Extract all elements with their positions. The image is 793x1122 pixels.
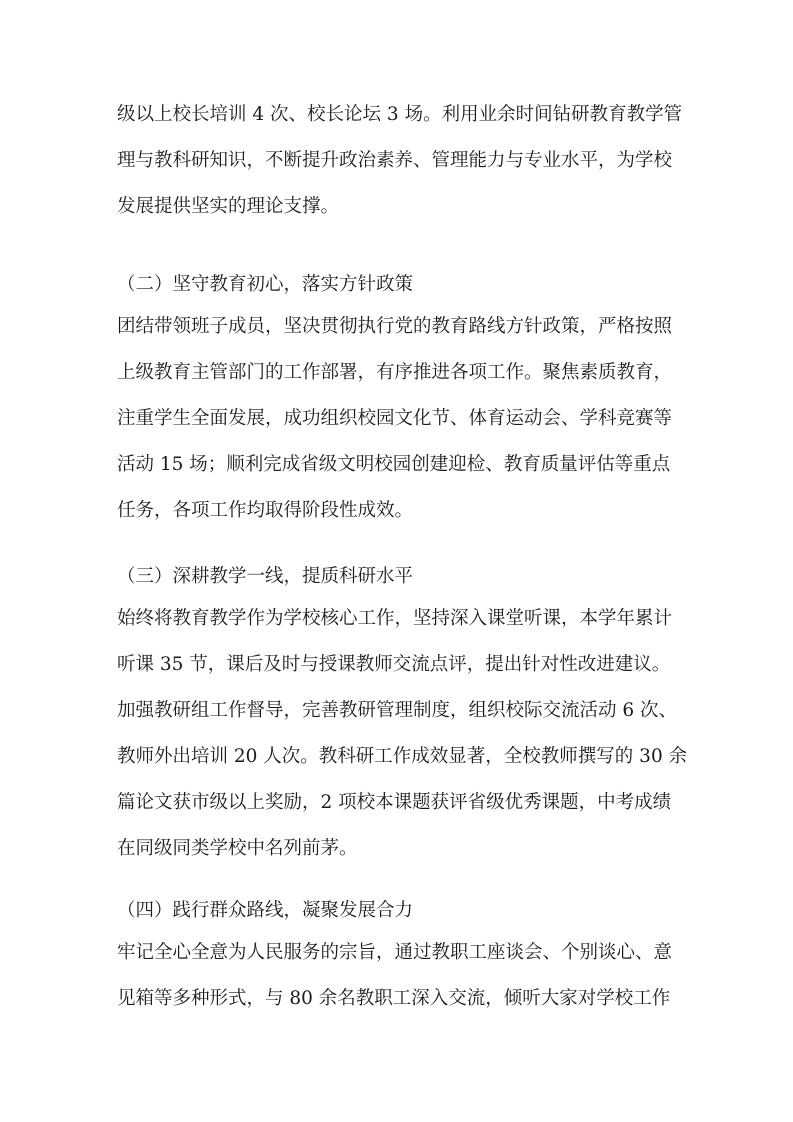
paragraph-line: 听课 35 节，课后及时与授课教师交流点评，提出针对性改进建议。 [117,654,671,675]
section-paragraph-2 [117,304,677,534]
paragraph-line: 级以上校长培训 4 次、校长论坛 3 场。利用业余时间钻研教育教学管 [117,104,683,125]
paragraph-line: 注重学生全面发展，成功组织校园文化节、体育运动会、学科竞赛等 [117,408,673,429]
paragraph-line: 上级教育主管部门的工作部署，有序推进各项工作。聚焦素质教育， [117,362,673,383]
section-heading-4: （四）践行群众路线，凝聚发展合力 [117,900,414,921]
paragraph-line: 发展提供坚实的理论支撑。 [117,196,340,217]
paragraph-line: 加强教研组工作督导，完善教研管理制度，组织校际交流活动 6 次、 [117,700,678,721]
section-paragraph-4 [117,930,677,1022]
paragraph-line: 始终将教育教学作为学校核心工作，坚持深入课堂听课，本学年累计 [117,608,673,629]
paragraph-line: 在同级同类学校中名列前茅。 [117,838,358,859]
intro-paragraph [117,92,683,230]
paragraph-line: 任务，各项工作均取得阶段性成效。 [117,500,414,521]
paragraph-line: 活动 15 场；顺利完成省级文明校园创建迎检、教育质量评估等重点 [117,454,671,475]
paragraph-line: 团结带领班子成员，坚决贯彻执行党的教育路线方针政策，严格按照 [117,316,673,337]
section-heading-3: （三）深耕教学一线，提质科研水平 [117,566,414,587]
paragraph-line: 教师外出培训 20 人次。教科研工作成效显著，全校教师撰写的 30 余 [117,746,688,767]
paragraph-line: 理与教科研知识，不断提升政治素养、管理能力与专业水平，为学校 [117,150,673,171]
paragraph-line: 牢记全心全意为人民服务的宗旨，通过教职工座谈会、个别谈心、意 [117,942,673,963]
paragraph-line: 见箱等多种形式，与 80 余名教职工深入交流，倾听大家对学校工作 [117,988,671,1009]
paragraph-line: 篇论文获市级以上奖励，2 项校本课题获评省级优秀课题，中考成绩 [117,792,672,813]
section-heading-2: （二）坚守教育初心，落实方针政策 [117,274,414,295]
section-paragraph-3 [117,596,688,872]
